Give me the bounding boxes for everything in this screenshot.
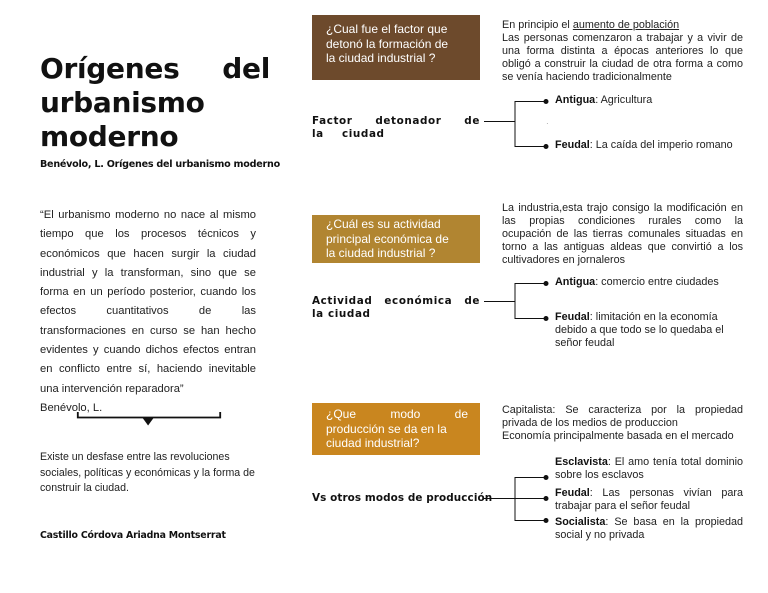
item-text: : Las personas vivían para trabajar para el señor feudal xyxy=(555,487,743,512)
item-feudal-3 xyxy=(555,487,743,513)
answer-1 xyxy=(502,19,743,84)
page-title: Orígenes del urbanismo moderno xyxy=(40,52,270,153)
answer-3 xyxy=(502,404,743,443)
item-text: : Se basa en la propiedad social y no privada xyxy=(555,516,743,541)
answer-line: Economía principalmente basada en el mercado xyxy=(502,429,734,442)
question-box-1 xyxy=(312,15,480,80)
item-feudal-1 xyxy=(555,139,733,152)
item-esclavista xyxy=(555,456,743,482)
subtitle: Benévolo, L. Orígenes del urbanismo moderno xyxy=(40,159,280,170)
author-name: Castillo Córdova Ariadna Montserrat xyxy=(40,530,226,541)
question-line: principal económica de xyxy=(326,231,449,246)
question-box-3 xyxy=(312,403,480,455)
item-key: Feudal xyxy=(555,139,590,151)
answer-prefix: En principio el xyxy=(502,19,573,31)
item-key: Socialista xyxy=(555,516,606,528)
stray-dot: · xyxy=(546,119,549,128)
item-antigua-2 xyxy=(555,276,719,289)
answer-2: La industria,esta trajo consigo la modificación en las propias condiciones rurales como la ocupación de las tierras comunales situadas en torno a las antiguas aldeas que convirtió a los cultivadores en jornaleros xyxy=(502,202,743,266)
quote-author: Benévolo, L. xyxy=(40,402,103,414)
item-key: Antigua xyxy=(555,94,596,106)
item-text: : El amo tenía total dominio sobre los esclavos xyxy=(555,456,743,481)
answer-line: Capitalista: Se caracteriza por la propiedad privada de los medios de produccion xyxy=(502,404,743,429)
item-key: Feudal xyxy=(555,311,590,323)
label-factor: Factor detonador de la ciudad xyxy=(312,115,480,140)
item-text: : Agricultura xyxy=(595,94,653,106)
question-box-2 xyxy=(312,215,480,263)
note-text: Existe un desfase entre las revoluciones sociales, políticas y económicas y la forma de construir la ciudad. xyxy=(40,451,255,494)
question-line: la ciudad industrial ? xyxy=(326,246,436,260)
item-text: : La caída del imperio romano xyxy=(589,139,733,151)
question-line: detonó la formación de xyxy=(326,36,449,51)
item-antigua-1 xyxy=(555,94,652,107)
question-line: la ciudad industrial ? xyxy=(326,51,436,65)
label-actividad: Actividad económica de la ciudad xyxy=(312,295,480,320)
item-socialista xyxy=(555,516,743,542)
question-line: ¿Cuál es su actividad xyxy=(326,217,441,231)
item-key: Antigua xyxy=(555,276,596,288)
item-text: : limitación en la economía debido a que todo se lo quedaba el señor feudal xyxy=(555,311,724,349)
answer-body: Las personas comenzaron a trabajar y a vivir de una forma distinta a épocas anteriores lo que obligó a construir la ciudad de otra forma a como se venía haciendo tradicionalmente xyxy=(502,31,743,83)
question-line: producción se da en la ciudad industrial? xyxy=(326,421,447,450)
question-line: ¿Que modo de xyxy=(326,407,468,421)
item-text: : comercio entre ciudades xyxy=(595,276,719,288)
item-feudal-2 xyxy=(555,311,735,350)
quote-text: “El urbanismo moderno no nace al mismo tiempo que los procesos técnicos y económicos que hacen surgir la ciudad industrial y la transforman, sino que se forma en un período posterior, cuando los efectos cuantitativos de las transformaciones en curso se han hecho evidentes y cuando dichos efectos entran en conflicto entre sí, haciendo inevitable una intervención reparadora” xyxy=(40,209,256,395)
question-line: ¿Cual fue el factor que xyxy=(326,22,448,36)
label-modos: Vs otros modos de producción xyxy=(312,492,493,504)
item-key: Esclavista xyxy=(555,456,608,468)
item-key: Feudal xyxy=(555,487,590,499)
answer-link: aumento de población xyxy=(572,19,680,31)
